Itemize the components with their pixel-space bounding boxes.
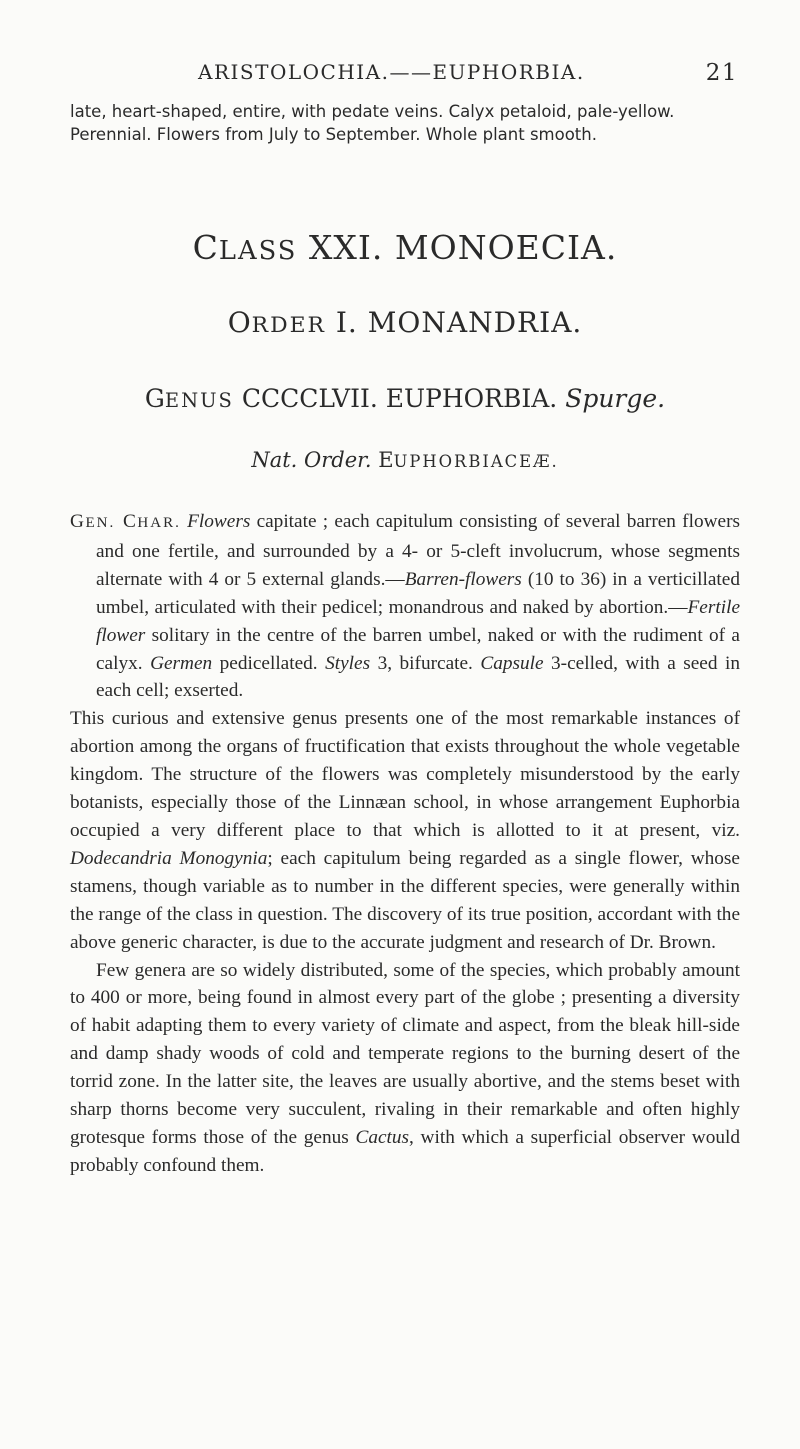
gen-char-text-4: pedicellated. xyxy=(212,652,326,674)
para2-text-a: Few genera are so widely distributed, some of the species, which probably amount to 400 or more, being found in almost every part of the globe ; presenting a diversity of habit adapting them to every variety of climate and aspect, from the bleak hill-side and damp shady woods of cold and temperate regions to the burning desert of the torrid zone. In the latter site, the leaves are usually abortive, and the stems beset with sharp thorns become very succulent, rivaling in their remarkable and often highly grotesque forms those of the genus xyxy=(70,959,740,1148)
generic-character-paragraph xyxy=(70,508,740,705)
term-flowers: Flowers xyxy=(187,511,251,532)
class-label-rest: LASS xyxy=(218,236,298,266)
term-germen: Germen xyxy=(150,652,213,674)
order-name: MONANDRIA. xyxy=(367,306,583,339)
running-header xyxy=(70,60,740,90)
genus-common-name: Spurge. xyxy=(565,384,666,413)
gen-char-text-5: 3, bifurcate. xyxy=(370,652,481,674)
class-numeral: XXI. xyxy=(308,228,384,267)
nat-order-name-rest: UPHORBIACEÆ. xyxy=(393,452,559,471)
char-label-rest: HAR. xyxy=(137,515,181,531)
term-capsule: Capsule xyxy=(480,652,544,674)
order-numeral: I. xyxy=(335,306,358,339)
para1-italic: Dodecandria Monogynia xyxy=(70,847,268,869)
class-name: MONOECIA. xyxy=(394,228,618,267)
para1-text-b: ; each capitulum being regarded as a single flower, whose stamens, though variable as to number in the different species, were generally within the range of the class in question. The discovery of its true position, accordant with the above generic character, is due to the accurate judgment and research of Dr. Brown. xyxy=(70,847,740,953)
term-fertile-flower: Fertile flower xyxy=(96,596,740,646)
intro-paragraph xyxy=(70,100,740,146)
paragraph-abortion xyxy=(70,705,740,956)
char-label-cap: C xyxy=(123,511,138,532)
genus-numeral: CCCCLVII. xyxy=(241,384,378,413)
gen-label-cap: G xyxy=(70,511,86,532)
genus-heading xyxy=(70,384,740,413)
gen-char-text-3: solitary in the centre of the barren umbel, naked or with the rudiment of a calyx. xyxy=(96,624,740,674)
nat-order-label: Nat. Order. xyxy=(251,448,372,472)
class-heading xyxy=(70,228,740,267)
genus-label-cap: G xyxy=(144,384,165,413)
natural-order-line xyxy=(70,448,740,472)
para2-italic: Cactus xyxy=(355,1126,410,1148)
gen-label-rest: EN. xyxy=(85,515,116,531)
order-label-cap: O xyxy=(227,306,252,339)
gen-char-text-1: capitate ; each capitulum consisting of several barren flowers and one fertile, and surrounded by a 4- or 5-cleft involucrum, whose segments alternate with 4 or 5 external glands.— xyxy=(96,511,740,590)
term-barren-flowers: Barren-flowers xyxy=(404,568,522,590)
para1-text-a: This curious and extensive genus presents one of the most remarkable instances of abortion among the organs of fructification that exists throughout the whole vegetable kingdom. The structure of the flowers was completely misunderstood by the early botanists, especially those of the Linnæan school, in whose arrangement Euphorbia occupied a very different place to that which is allotted to it at present, viz. xyxy=(70,708,740,841)
gen-char-text-6: 3-celled, with a seed in each cell; exserted. xyxy=(96,652,740,702)
genus-label-rest: ENUS xyxy=(164,389,234,412)
para2-text-b: , with which a superficial observer would probably confound them. xyxy=(70,1126,740,1176)
page-number: 21 xyxy=(705,60,738,86)
body-text xyxy=(70,508,740,1180)
term-styles: Styles xyxy=(325,652,371,674)
genus-name: EUPHORBIA. xyxy=(385,384,558,413)
paragraph-distribution xyxy=(70,957,740,1180)
class-label-cap: C xyxy=(192,228,219,267)
order-heading xyxy=(70,306,740,339)
intro-text: late, heart-shaped, entire, with pedate veins. Calyx petaloid, pale-yellow. Perennial. Flowers from July to September. Whole plant smooth. xyxy=(70,102,675,144)
running-title: ARISTOLOCHIA.——EUPHORBIA. xyxy=(198,60,585,84)
nat-order-name-cap: E xyxy=(378,448,394,472)
order-label-rest: RDER xyxy=(251,313,326,338)
gen-char-text-2: (10 to 36) in a verticillated umbel, articulated with their pedicel; monandrous and naked by abortion.— xyxy=(96,568,740,618)
